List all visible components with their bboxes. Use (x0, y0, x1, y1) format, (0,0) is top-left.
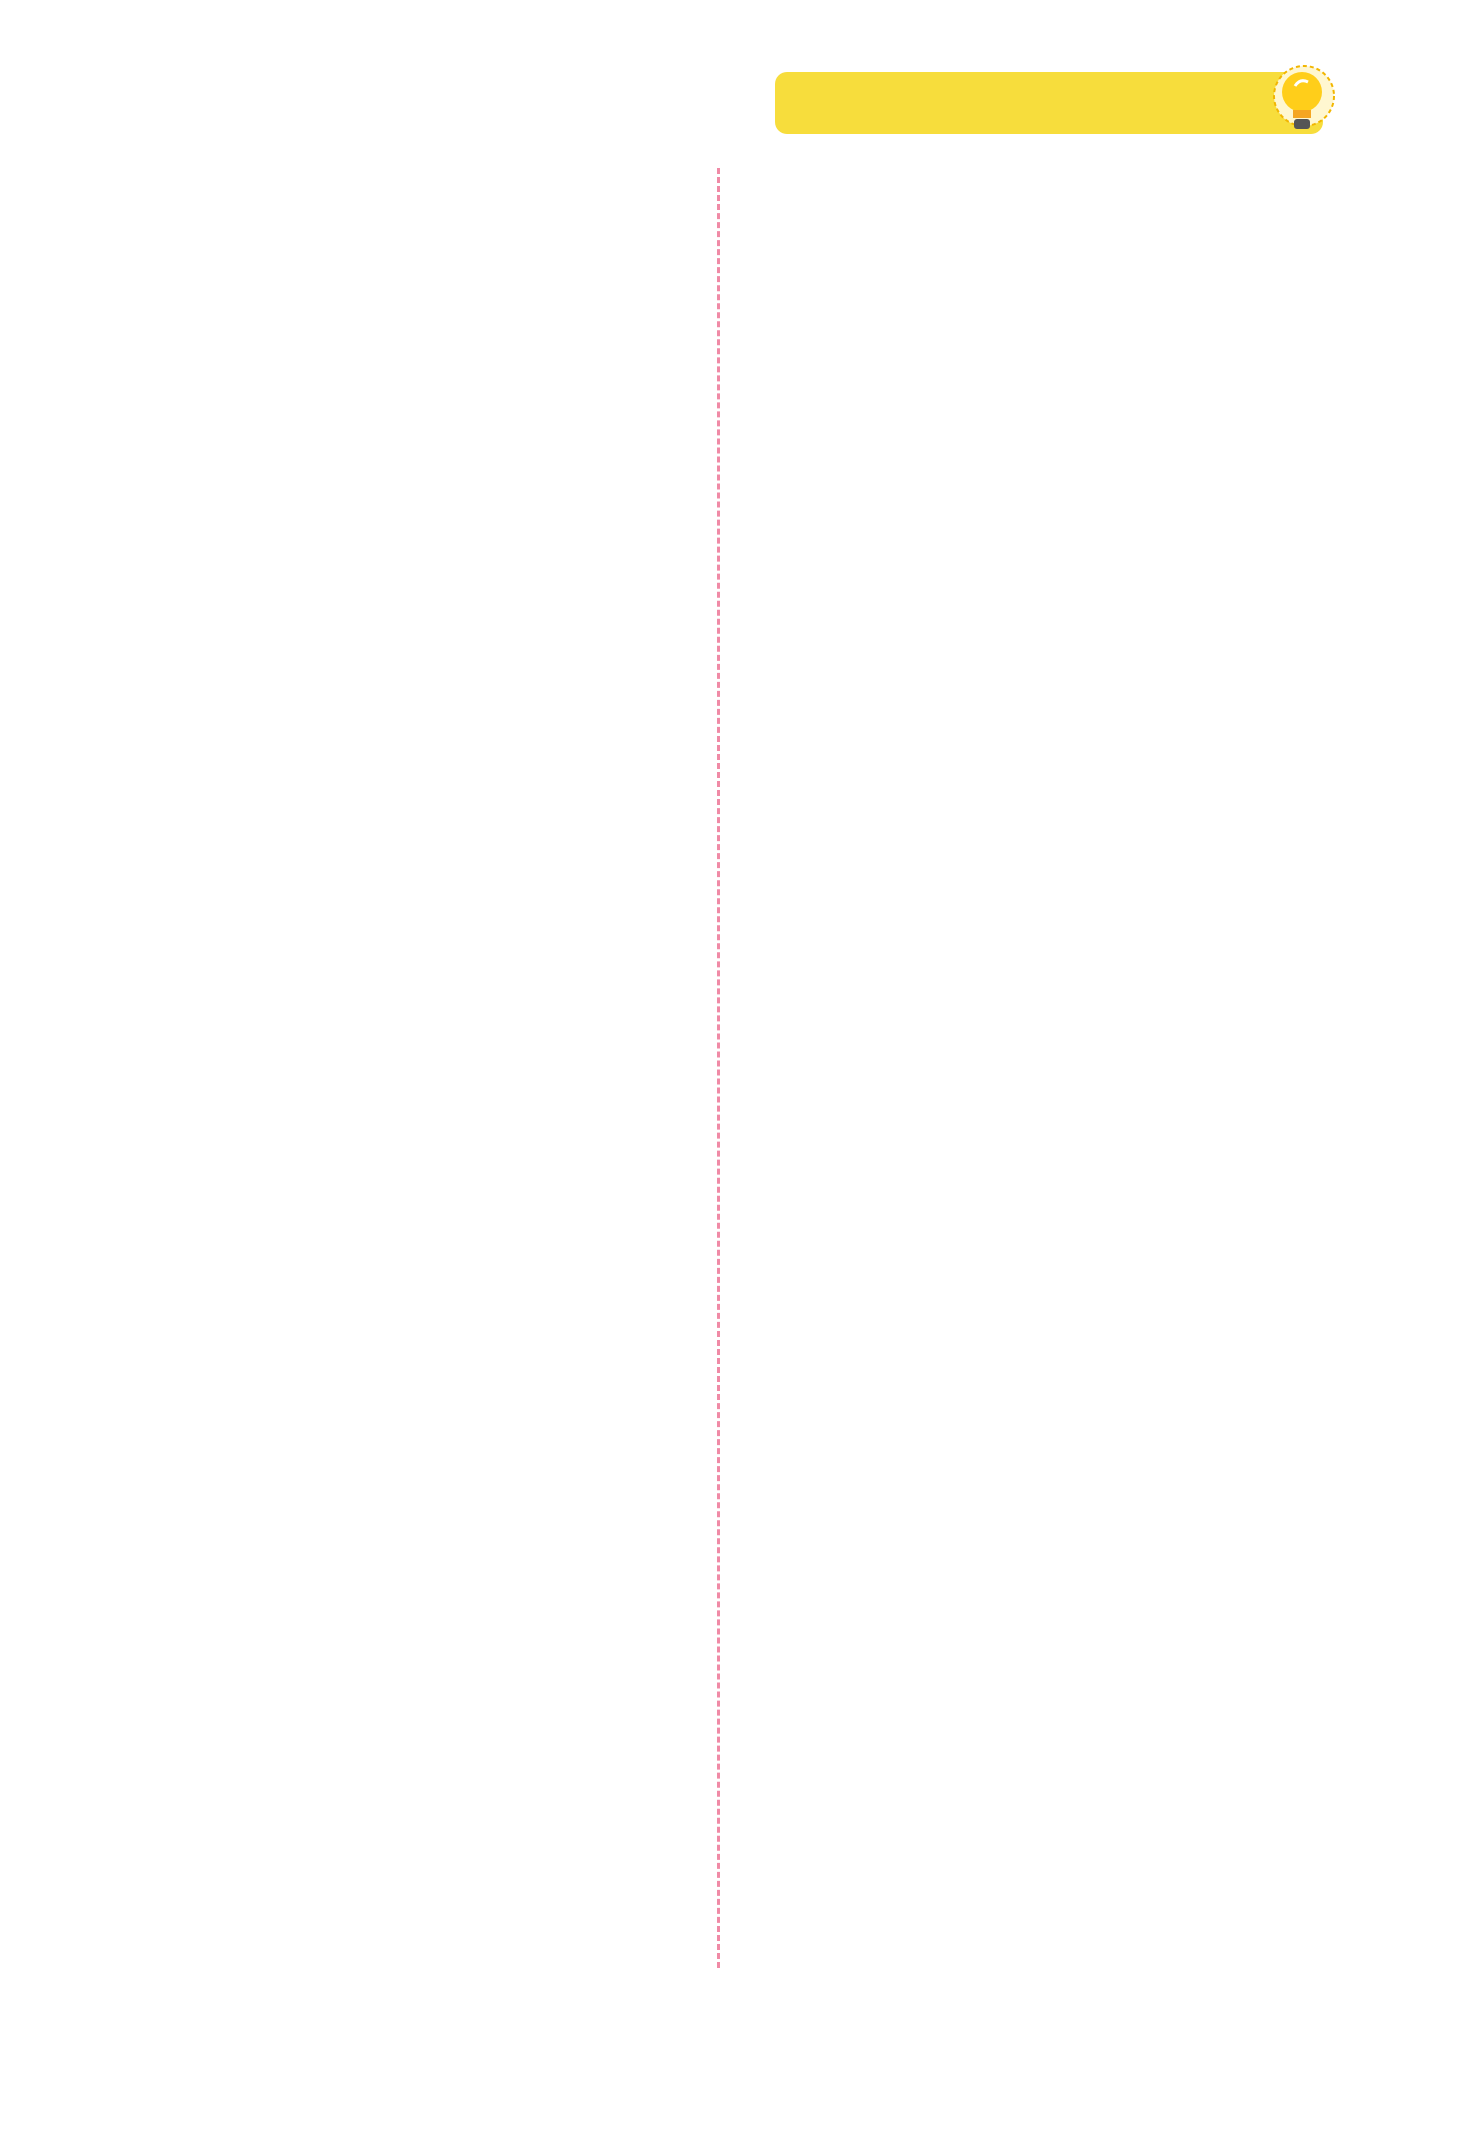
column-divider (717, 168, 720, 1968)
lightbulb-icon (1262, 58, 1342, 148)
header-banner (775, 72, 1323, 134)
